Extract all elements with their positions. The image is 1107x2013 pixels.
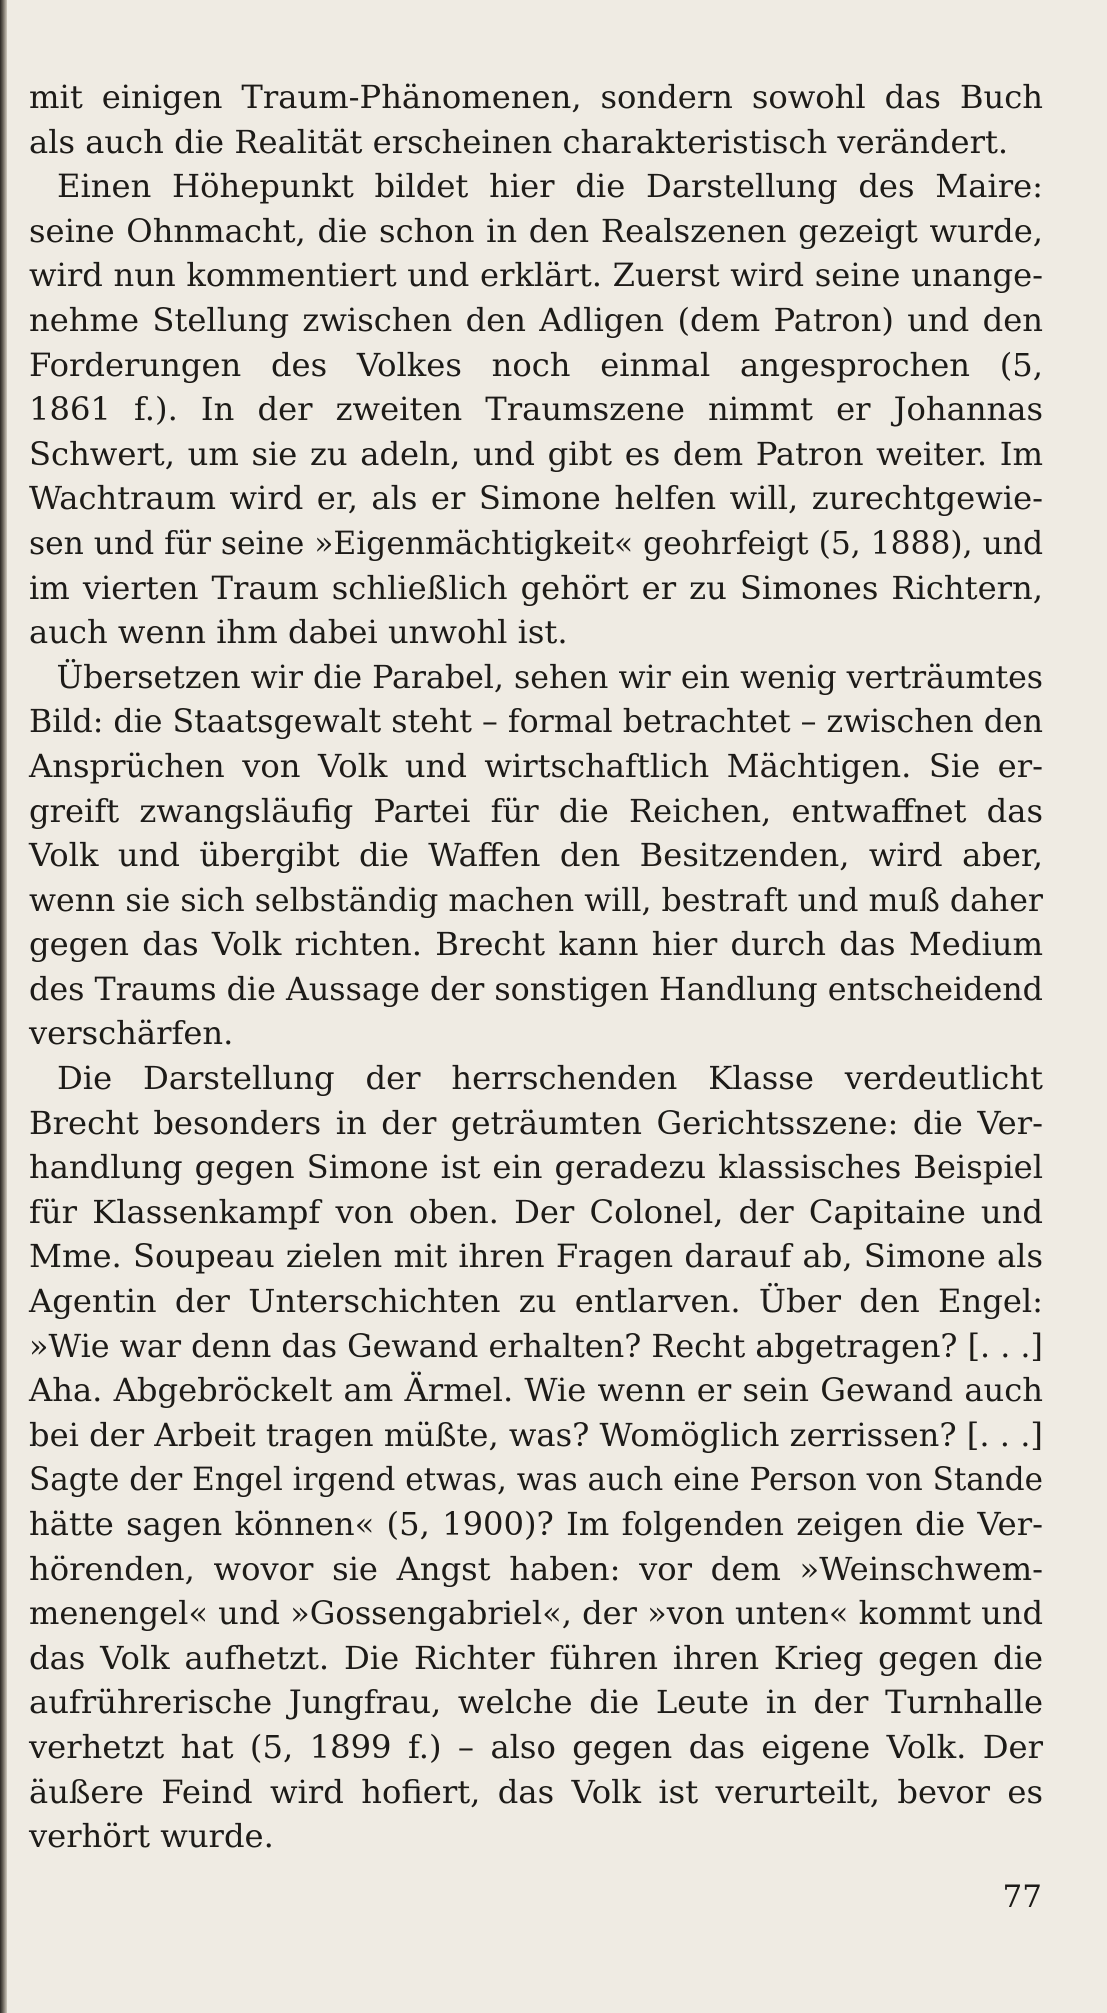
text-line: gegen das Volk richten. Brecht kann hier durch das Medium	[29, 925, 1043, 964]
page-binding-edge	[0, 0, 7, 2013]
text-line: aufrührerische Jungfrau, welche die Leute in der Turnhalle	[29, 1683, 1043, 1722]
text-line: hätte sagen können« (5, 1900)? Im folgenden zeigen die Ver-	[29, 1505, 1043, 1543]
text-line: handlung gegen Simone ist ein geradezu klassisches Beispiel	[29, 1148, 1043, 1187]
text-line: Forderungen des Volkes noch einmal angesprochen (5,	[29, 345, 1043, 384]
text-line: im vierten Traum schließlich gehört er zu Simones Richtern,	[29, 568, 1043, 607]
text-line: menengel« und »Gossengabriel«, der »von unten« kommt und	[29, 1594, 1043, 1633]
text-line: als auch die Realität erscheinen charakteristisch verändert.	[29, 122, 1009, 161]
text-line: wird nun kommentiert und erklärt. Zuerst wird seine unange-	[29, 256, 1043, 295]
text-line: Wachtraum wird er, als er Simone helfen will, zurechtgewie-	[29, 479, 1043, 518]
text-line: Sagte der Engel irgend etwas, was auch eine Person von Stande	[29, 1460, 1043, 1499]
text-line: verschärfen.	[29, 1014, 234, 1053]
text-line: für Klassenkampf von oben. Der Colonel, der Capitaine und	[29, 1192, 1043, 1231]
text-line: auch wenn ihm dabei unwohl ist.	[29, 613, 568, 652]
text-line: Ansprüchen von Volk und wirtschaftlich Mächtigen. Sie er-	[29, 746, 1043, 785]
text-line: Die Darstellung der herrschenden Klasse verdeutlicht	[57, 1059, 1043, 1098]
text-line: Übersetzen wir die Parabel, sehen wir ein wenig verträumtes	[56, 657, 1044, 696]
text-line: Agentin der Unterschichten zu entlarven. Über den Engel:	[29, 1282, 1043, 1321]
text-line: 1861 f.). In der zweiten Traumszene nimmt er Johannas	[29, 390, 1043, 429]
text-line: des Traums die Aussage der sonstigen Handlung entscheidend	[29, 969, 1043, 1008]
text-line: Schwert, um sie zu adeln, und gibt es dem Patron weiter. Im	[29, 434, 1043, 473]
text-line: Mme. Soupeau zielen mit ihren Fragen darauf ab, Simone als	[29, 1237, 1043, 1276]
text-line: sen und für seine »Eigenmächtigkeit« geohrfeigt (5, 1888), und	[29, 523, 1044, 562]
text-line: Brecht besonders in der geträumten Gerichtsszene: die Ver-	[29, 1103, 1043, 1142]
text-line: seine Ohnmacht, die schon in den Realszenen gezeigt wurde,	[29, 211, 1043, 250]
text-line: hörenden, wovor sie Angst haben: vor dem »Weinschwem-	[29, 1549, 1043, 1588]
text-line: äußere Feind wird hofiert, das Volk ist verurteilt, bevor es	[29, 1772, 1043, 1811]
text-line: nehme Stellung zwischen den Adligen (dem Patron) und den	[29, 300, 1043, 339]
text-line: bei der Arbeit tragen müßte, was? Womöglich zerrissen? [. . .]	[29, 1415, 1043, 1454]
text-line: wenn sie sich selbständig machen will, bestraft und muß daher	[29, 880, 1043, 919]
text-line: »Wie war denn das Gewand erhalten? Recht abgetragen? [. . .]	[29, 1326, 1043, 1365]
text-line: greift zwangsläufig Partei für die Reichen, entwaffnet das	[29, 791, 1043, 830]
body-text	[29, 75, 1043, 1859]
page-number: 77	[1002, 1879, 1042, 1915]
text-line: Volk und übergibt die Waffen den Besitzenden, wird aber,	[29, 836, 1043, 875]
text-line: das Volk aufhetzt. Die Richter führen ihren Krieg gegen die	[29, 1638, 1043, 1677]
text-line: mit einigen Traum-Phänomenen, sondern sowohl das Buch	[29, 78, 1043, 116]
text-line: Aha. Abgebröckelt am Ärmel. Wie wenn er sein Gewand auch	[29, 1371, 1043, 1410]
text-line: verhört wurde.	[29, 1817, 274, 1856]
text-line: verhetzt hat (5, 1899 f.) – also gegen das eigene Volk. Der	[29, 1727, 1043, 1766]
text-line: Bild: die Staatsgewalt steht – formal betrachtet – zwischen den	[29, 702, 1044, 741]
text-line: Einen Höhepunkt bildet hier die Darstellung des Maire:	[57, 167, 1043, 206]
